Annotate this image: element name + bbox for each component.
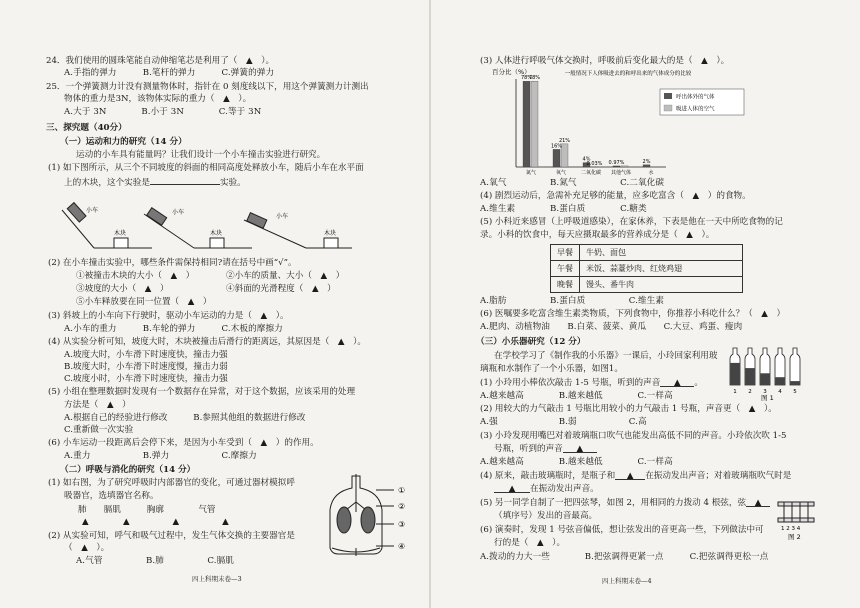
svg-text:4: 4 <box>778 389 782 395</box>
section-3-title: 三、探究题（40分） <box>46 123 127 133</box>
block-label: 木块 <box>210 230 223 237</box>
motion-intro: 运动的小车具有能量吗？让我们设计一个小车撞击实验进行研究。 <box>76 150 326 160</box>
mus-q2-stem: (2) 用较大的力气敲击 1 号瓶比用较小的力气敲击 1 号瓶，声音更（ ▲ ）。 <box>480 404 777 414</box>
mus-q3-stem-2: 号瓶，听到的声音 ▲ <box>494 444 597 455</box>
chart-legend <box>660 89 744 115</box>
table-row <box>551 277 743 293</box>
table-row <box>551 261 743 277</box>
bell-label-1: ① <box>398 486 406 495</box>
svg-text:1: 1 <box>733 389 737 395</box>
r-q1-stem-2: 吸器官，选填器官名称。 <box>64 491 159 501</box>
legend-swatch-inhaled <box>664 105 672 111</box>
r-q2-stem-2: （ ▲ ）。 <box>64 543 110 553</box>
m-q2-stem: (2) 在小车撞击实验中，哪些条件需保持相同?请在括号中画“√”。 <box>48 258 297 268</box>
q24-stem: 24．我们使用的圆珠笔能自动伸缩笔芯是利用了（ ▲ ）。 <box>46 56 275 66</box>
legend-inhaled: 吸进人体的空气 <box>676 106 715 113</box>
mus-q3-options: A.越来越高 B.越来越低 C.一样高 <box>480 457 673 467</box>
chart-axes <box>516 79 666 167</box>
m-q3-stem: (3) 斜坡上的小车向下行驶时，驱动小车运动的力是（ ▲ ）。 <box>48 311 289 321</box>
bar-inhaled-3 <box>621 166 628 167</box>
chart-bars <box>523 81 650 167</box>
bell-label-3: ③ <box>398 520 406 529</box>
bar-exhaled-0 <box>523 81 530 167</box>
m-q5-opt-ab: A.根据自己的经验进行修改 B.参照其他组的数据进行修改 <box>64 413 306 423</box>
meal-cell: 晚餐 <box>551 277 580 293</box>
chart-category-labels <box>526 169 654 176</box>
page-footer-right: 四上科期末卷—4 <box>602 577 652 585</box>
r-q6-stem: (6) 医嘱要多吃富含维生素类物质，下列食物中，你推荐小科吃什么？（ ▲ ） <box>480 309 786 319</box>
figure-1-caption: 图 1 <box>761 394 774 402</box>
mus-q4-stem-2: ▲ 在振动发出声音。 <box>494 484 599 495</box>
ramp-experiment-figure <box>56 198 356 254</box>
bottles-figure <box>726 346 806 402</box>
category-label: 其他气体 <box>610 170 632 176</box>
block-label: 木块 <box>324 230 337 237</box>
r-q2-stem-1: (2) 从实验可知，呼气和吸气过程中，发生气体交换的主要器官是 <box>48 531 295 541</box>
food-cell: 牛奶、面包 <box>580 245 743 261</box>
mus-q5-stem-2: （填序号）发出的音最高。 <box>494 511 598 521</box>
diet-table <box>550 244 743 293</box>
glass-bottle <box>775 348 785 395</box>
m-q3-options: A.小车的重力 B.车轮的弹力 C.木板的摩擦力 <box>64 324 283 334</box>
bar-value-label: 16% <box>550 143 563 150</box>
chart-value-labels <box>521 75 651 167</box>
m-q5-stem-2: 方法是（ ▲ ） <box>64 400 131 410</box>
mus-q4-stem-1: (4) 原来，敲击玻璃瓶时，是瓶子和 ▲ 在振动发出声音；对着玻璃瓶吹气时是 <box>480 471 792 481</box>
bar-value-label: 0.03% <box>586 160 603 167</box>
svg-text:3: 3 <box>763 389 767 395</box>
four-string-figure <box>774 494 818 540</box>
m-q2-opt-1: ①被撞击木块的大小（ ▲ ） <box>76 271 195 281</box>
answer-blank[interactable]: ▲ <box>615 471 645 480</box>
m-q4-opt-b: B.坡度大时，小车滑下时速度慢，撞击力弱 <box>64 362 228 372</box>
legend-exhaled: 呼出体外的气体 <box>676 94 715 101</box>
category-label: 二氧化碳 <box>580 170 602 176</box>
bar-value-label: 4% <box>582 156 591 163</box>
gas-composition-chart <box>490 67 750 177</box>
r-q4-options: A.维生素 B.蛋白质 C.糖类 <box>480 204 647 214</box>
svg-text:2: 2 <box>748 389 752 395</box>
answer-blank[interactable]: ▲ <box>746 498 770 507</box>
m-q5-stem-1: (5) 小组在整理数据时发现有一个数据存在异常，对于这个数据，应该采用的处理 <box>48 387 356 397</box>
chart-title: 一般情况下人体吸进去的和呼出来的气体成分的比较 <box>564 71 692 77</box>
subsection-3-title: （三）小乐器研究（12 分） <box>476 337 586 347</box>
category-label: 氧气 <box>555 170 567 176</box>
food-cell: 馒头、番牛肉 <box>580 277 743 293</box>
ramp-steep <box>62 203 152 248</box>
r-q6-options: A.肥肉、动植物油 B.白菜、菠菜、黄瓜 C.大豆、鸡蛋、瘦肉 <box>480 322 743 332</box>
mus-q6-options: A.拨动的力大一些 B.把弦调得更紧一点 C.把弦调得更松一点 <box>480 552 769 562</box>
right-balloon <box>361 507 375 533</box>
m-q2-opt-5: ⑤小车释放要在同一位置（ ▲ ） <box>76 297 212 307</box>
m-q5-opt-c: C.重新做一次实验 <box>64 425 134 435</box>
legend-swatch-exhaled <box>664 93 672 99</box>
table-row <box>551 245 743 261</box>
glass-bottle <box>745 348 755 395</box>
music-intro-2: 璃瓶和水制作了一个小乐器，如图1。 <box>480 364 623 374</box>
chart-ylabel: 百分比（%） <box>492 68 531 76</box>
m-q4-opt-a: A.坡度大时，小车滑下时速度快，撞击力强 <box>64 350 228 360</box>
subsection-2-title: （二）呼吸与消化的研究（14 分） <box>60 465 196 475</box>
meal-cell: 早餐 <box>551 245 580 261</box>
m-q2-opt-4: ④斜面的光滑程度（ ▲ ） <box>226 284 336 294</box>
car-label: 小车 <box>172 209 185 216</box>
q25-options: A.大于 3N B.小于 3N C.等于 3N <box>64 107 262 117</box>
m-q1-stem-2: 上的木块，这个实验是 实验。 <box>64 178 246 188</box>
left-balloon <box>337 507 351 533</box>
mus-q6-stem-2: 行的是（ ▲ ）。 <box>494 538 566 548</box>
bar-value-label: 78% <box>528 75 541 82</box>
bell-label-4: ④ <box>398 542 406 551</box>
mus-q3-stem-1: (3) 小玲发现用嘴巴对着玻璃瓶口吹气也能发出高低不同的声音。小玲依次吹 1-5 <box>480 431 787 441</box>
svg-text:5: 5 <box>793 389 797 395</box>
page-footer-left: 四上科期末卷—3 <box>192 575 242 583</box>
bar-value-label: 0.97% <box>608 159 625 166</box>
bar-exhaled-1 <box>553 149 560 167</box>
r-q5-stem-1: (5) 小科近来感冒（上呼吸道感染），在家休养，下表是他在一天中所吃食物的记 <box>480 217 783 227</box>
glass-bottle <box>730 348 740 395</box>
r-q5-options: A.脂肪 B.蛋白质 C.维生素 <box>480 296 665 306</box>
mus-q1-stem: (1) 小玲用小棒依次敲击 1-5 号瓶，听到的声音 ▲ 。 <box>480 378 703 388</box>
bar-exhaled-4 <box>643 165 650 167</box>
r-q5-stem-2: 录。小科的饮食中，每天应摄取最多的营养成分是（ ▲ ）。 <box>480 230 715 240</box>
car-label: 小车 <box>276 213 289 220</box>
mus-q1-options: A.越来越高 B.越来越低 C.一样高 <box>480 391 673 401</box>
figure-2-caption: 图 2 <box>788 533 801 540</box>
m-q6-stem: (6) 小车运动一段距离后会停下来，是因为小车受到（ ▲ ）的作用。 <box>48 438 319 448</box>
answer-blank[interactable] <box>150 176 220 185</box>
bar-value-label: 78% <box>520 75 533 82</box>
r-q2-options: A.气管 B.肺 C.膈肌 <box>76 556 234 566</box>
block-label: 木块 <box>114 230 127 237</box>
subsection-1-title: （一）运动和力的研究（14 分） <box>60 137 187 147</box>
glass-bottle <box>790 348 800 395</box>
m-q2-opt-3: ③坡度的大小（ ▲ ） <box>76 284 169 294</box>
answer-blank[interactable]: ▲ <box>494 484 530 493</box>
ramp-medium <box>144 208 252 248</box>
r-q1-terms: 肺 膈肌 胸廓 气管 <box>78 505 216 515</box>
food-cell: 米饭、蒜薹炒肉、红烧鸡翅 <box>580 261 743 277</box>
mus-q6-stem-1: (6) 演奏时，发现 1 号弦音偏低，想让弦发出的音更高一些，下列做法中可 <box>480 525 764 535</box>
bell-label-2: ② <box>398 502 406 511</box>
glass-bottle <box>760 348 770 395</box>
r-q3-options: A.氧气 B.氮气 C.二氧化碳 <box>480 178 665 188</box>
m-q4-stem: (4) 从实验分析可知，坡度大时，木块被撞击后滑行的距离远，其原因是（ ▲ ）。 <box>48 337 366 347</box>
right-page <box>430 0 860 608</box>
bell-jar-lung-model <box>318 472 418 558</box>
r-q3-stem: (3) 人体进行呼吸气体交换时，呼吸前后变化最大的是（ ▲ ）。 <box>480 56 730 66</box>
bar-value-label: 21% <box>558 137 571 144</box>
mus-q2-options: A.强 B.弱 C.高 <box>480 417 647 427</box>
bar-value-label: 2% <box>642 158 651 165</box>
car-label: 小车 <box>86 207 99 214</box>
q25-stem-1: 25．一个弹簧测力计没有测量物体时，指针在 0 刻度线以下，用这个弹簧测力计测出 <box>46 82 369 92</box>
music-intro-1: 在学校学习了《制作我的小乐器》一课后，小玲回家利用玻 <box>494 351 718 361</box>
answer-blank[interactable]: ▲ <box>563 444 597 453</box>
q25-stem-2: 物体的重力是3N，该物体实际的重力（ ▲ ）。 <box>64 94 252 104</box>
m-q1-stem-1: (1) 如下图所示，从三个不同坡度的斜面的相同高度处释放小车，随后小车在水平面 <box>48 163 364 173</box>
string-numbers: 1 2 3 4 <box>781 526 801 532</box>
r-q1-answer-marks: ▲ ▲ ▲ ▲ <box>82 517 229 527</box>
bar-inhaled-0 <box>531 81 538 167</box>
m-q4-opt-c: C.坡度小时，小车滑下时速度快，撞击力强 <box>64 374 228 384</box>
meal-cell: 午餐 <box>551 261 580 277</box>
bottle-group <box>730 348 800 395</box>
r-q1-stem-1: (1) 如右图，为了研究呼吸时内部器官的变化，可通过器材模拟呼 <box>48 478 295 488</box>
answer-blank[interactable]: ▲ <box>660 378 694 387</box>
bar-exhaled-3 <box>613 166 620 167</box>
m-q6-options: A.重力 B.弹力 C.摩擦力 <box>64 451 257 461</box>
q24-options: A.手指的弹力 B.笔杆的弹力 C.弹簧的弹力 <box>64 68 275 78</box>
r-q4-stem: (4) 剧烈运动后，急需补充足够的能量，应多吃富含（ ▲ ）的食物。 <box>480 191 751 201</box>
category-label: 氮气 <box>525 170 537 176</box>
category-label: 水 <box>648 170 654 176</box>
mus-q5-stem-1: (5) 另一同学自制了一把四弦琴，如图 2，用相同的力拨动 4 根弦，弦 ▲ <box>480 498 770 509</box>
m-q2-opt-2: ②小车的质量、大小（ ▲ ） <box>226 271 345 281</box>
